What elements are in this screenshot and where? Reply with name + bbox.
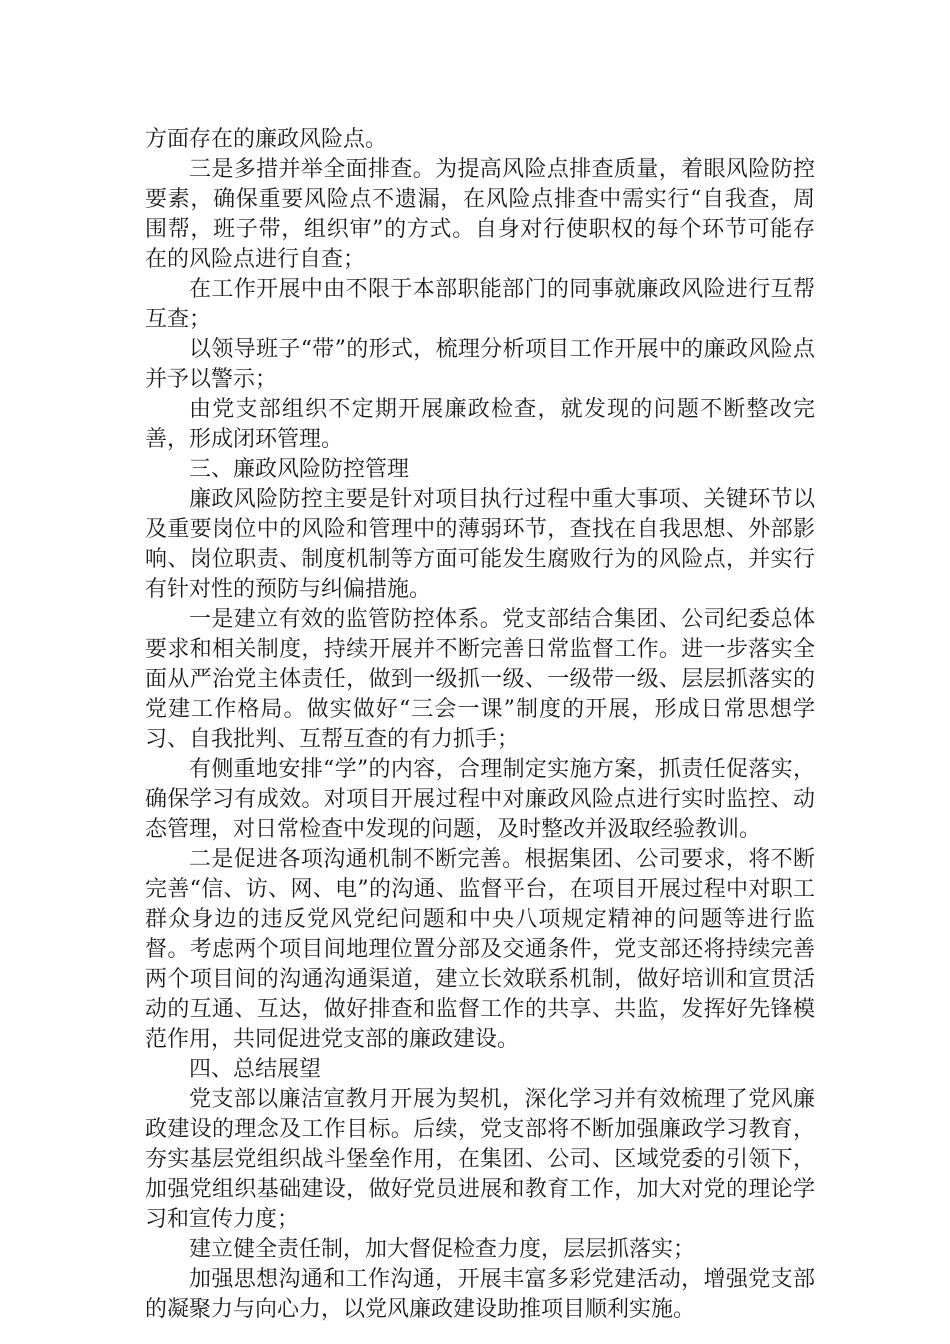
paragraph-mutual-check: 在工作开展中由不限于本部职能部门的同事就廉政风险进行互帮互查； xyxy=(145,277,815,332)
section-heading-risk-control: 三、廉政风险防控管理 xyxy=(189,457,410,482)
paragraph-supervision-system: 一是建立有效的监管防控体系。党支部结合集团、公司纪委总体要求和相关制度，持续开展并不断完善日常监督工作。进一步落实全面从严治党主体责任，做到一级抓一级、一级带一级、层层抓落实的党建工作格局。做实做好“三会一课”制度的开展，形成日常思想学习、自我批判、互帮互查的有力抓手； xyxy=(145,607,815,752)
paragraph-study-plan: 有侧重地安排“学”的内容，合理制定实施方案，抓责任促落实，确保学习有成效。对项目开展过程中对廉政风险点进行实时监控、动态管理，对日常检查中发现的问题，及时整改并汲取经验教训。 xyxy=(145,757,815,842)
paragraph-outlook: 党支部以廉洁宣教月开展为契机，深化学习并有效梳理了党风廉政建设的理念及工作目标。后续，党支部将不断加强廉政学习教育，夯实基层党组织战斗堡垒作用，在集团、公司、区域党委的引领下，加强党组织基础建设，做好党员进展和教育工作，加大对党的理论学习和宣传力度； xyxy=(145,1087,815,1232)
section-heading-outlook: 四、总结展望 xyxy=(189,1057,322,1082)
paragraph-communication: 二是促进各项沟通机制不断完善。根据集团、公司要求，将不断完善“信、访、网、电”的沟通、监督平台，在项目开展过程中对职工群众身边的违反党风党纪问题和中央八项规定精神的问题等进行监督。考虑两个项目间地理位置分部及交通条件，党支部还将持续完善两个项目间的沟通沟通渠道，建立长效联系机制，做好培训和宣贯活动的互通、互达，做好排查和监督工作的共享、共监，发挥好先锋模范作用，共同促进党支部的廉政建设。 xyxy=(145,847,815,1052)
paragraph-closing: 加强思想沟通和工作沟通，开展丰富多彩党建活动，增强党支部的凝聚力与向心力，以党风廉政建设助推项目顺利实施。 xyxy=(145,1267,815,1322)
paragraph-continuation: 方面存在的廉政风险点。 xyxy=(145,127,388,152)
paragraph-inspection: 由党支部组织不定期开展廉政检查，就发现的问题不断整改完善，形成闭环管理。 xyxy=(145,397,815,452)
paragraph-responsibility: 建立健全责任制，加大督促检查力度，层层抓落实； xyxy=(189,1237,696,1262)
paragraph-risk-control-intro: 廉政风险防控主要是针对项目执行过程中重大事项、关键环节以及重要岗位中的风险和管理中的薄弱环节，查找在自我思想、外部影响、岗位职责、制度机制等方面可能发生腐败行为的风险点，并实行有针对性的预防与纠偏措施。 xyxy=(145,487,815,602)
paragraph-leadership: 以领导班子“带”的形式，梳理分析项目工作开展中的廉政风险点并予以警示； xyxy=(145,337,815,392)
paragraph-investigation: 三是多措并举全面排查。为提高风险点排查质量，着眼风险防控要素，确保重要风险点不遗漏，在风险点排查中需实行“自我查，周围帮，班子带，组织审”的方式。自身对行使职权的每个环节可能存在的风险点进行自查； xyxy=(145,157,815,272)
document-body xyxy=(145,125,815,1325)
